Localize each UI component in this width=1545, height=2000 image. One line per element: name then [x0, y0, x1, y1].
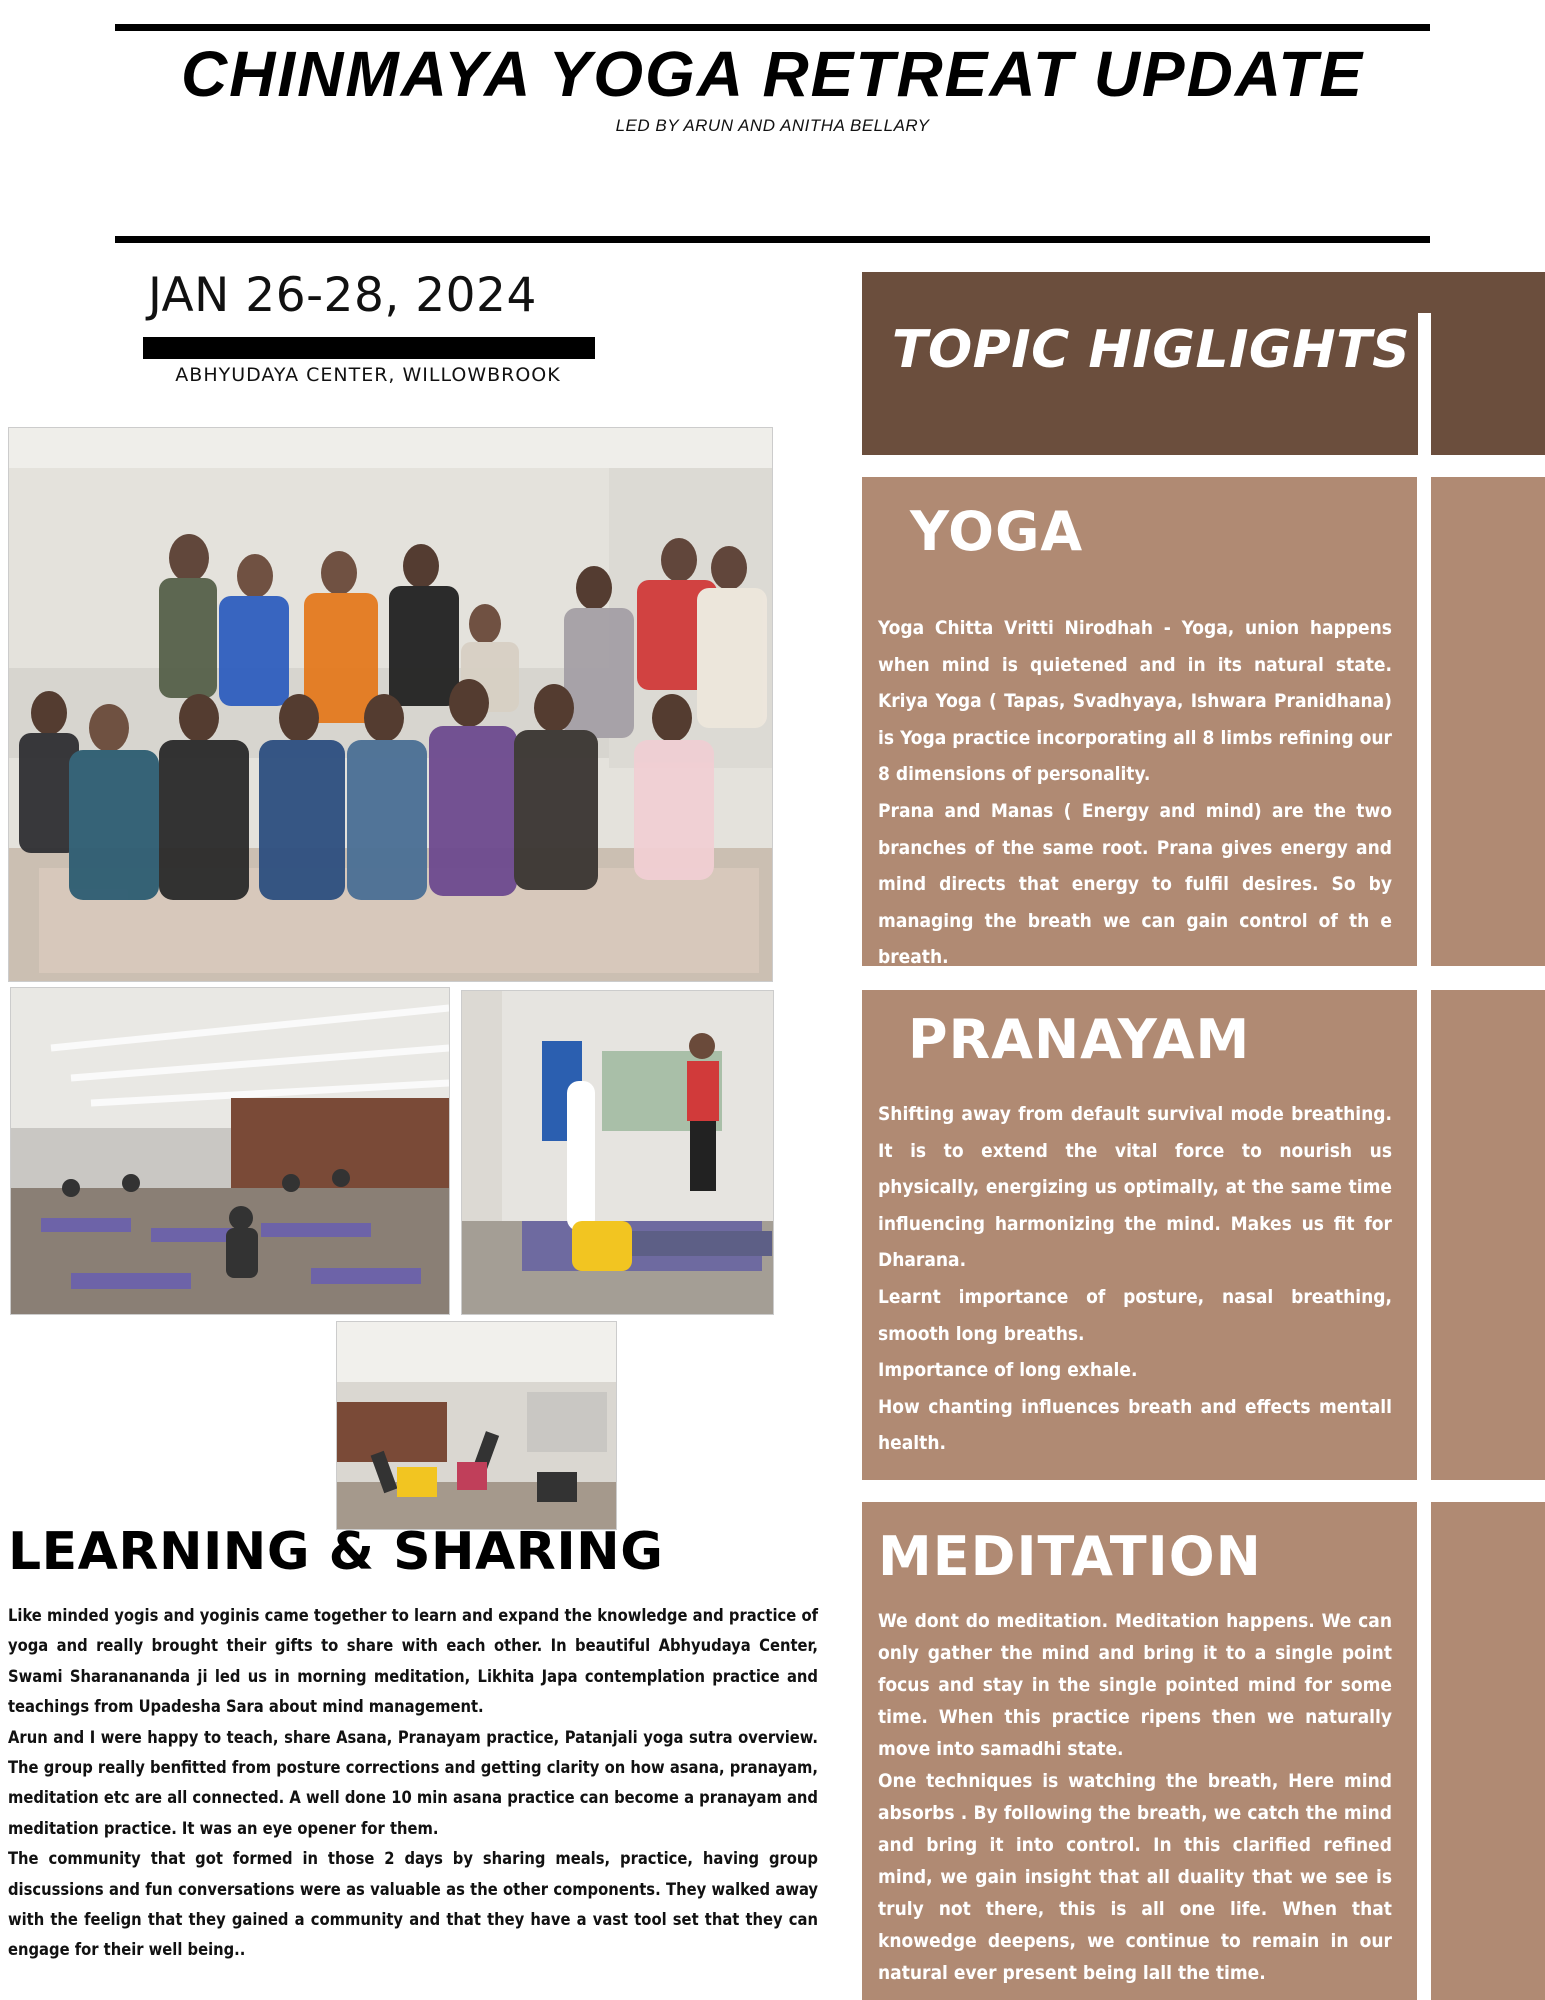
meditation-side-strip	[1431, 1502, 1545, 2000]
pranayam-heading: PRANAYAM	[908, 1008, 1251, 1071]
header-bottom-rule	[115, 236, 1430, 243]
pranayam-paragraph: Learnt importance of posture, nasal breathing, smooth long breaths.	[878, 1285, 1392, 1345]
topic-header-divider	[1418, 313, 1431, 455]
pranayam-paragraph: Shifting away from default survival mode breathing. It is to extend the vital force to nourish us physically, energizing us optimally, at the same time influencing harmonizing the mind. Makes us fit for Dharana.	[878, 1103, 1392, 1272]
pranayam-paragraph: Importance of long exhale.	[878, 1359, 1138, 1382]
learning-paragraph: Arun and I were happy to teach, share Asana, Pranayam practice, Patanjali yoga sutra overview. The group really benfitted from posture corrections and getting clarity on how asana, pranayam, meditation etc are all connected. A well done 10 min asana practice can become a pranayam and meditation practice. It was an eye opener for them.	[8, 1727, 818, 1838]
yoga-side-strip	[1431, 477, 1545, 966]
yoga-paragraph: Yoga Chitta Vritti Nirodhah - Yoga, union happens when mind is quietened and in its natural state. Kriya Yoga ( Tapas, Svadhyaya, Ishwara Pranidhana) is Yoga practice incorporating all 8 limbs refining our 8 dimensions of personality.	[878, 617, 1392, 786]
group-photo	[8, 427, 773, 982]
pranayam-side-strip	[1431, 990, 1545, 1480]
top-rule	[115, 24, 1430, 31]
yoga-body	[878, 610, 1392, 976]
yoga-class-photo-1	[10, 987, 450, 1315]
meditation-heading: MEDITATION	[878, 1525, 1262, 1588]
yoga-paragraph: Prana and Manas ( Energy and mind) are the two branches of the same root. Prana gives energy and mind directs that energy to fulfil desires. So by managing the breath we can gain control of th e breath.	[878, 799, 1392, 969]
learning-heading: LEARNING & SHARING	[8, 1522, 664, 1582]
meditation-body	[878, 1605, 1392, 1989]
pranayam-paragraph: How chanting influences breath and effects mentall health.	[878, 1395, 1392, 1455]
topic-highlights-title: TOPIC HIGLIGHTS	[892, 320, 1411, 380]
yoga-class-photo-2	[461, 990, 774, 1315]
date-underline-bar	[143, 337, 595, 359]
newsletter-title: CHINMAYA YOGA RETREAT UPDATE	[180, 38, 1365, 110]
learning-body	[8, 1601, 818, 1966]
learning-paragraph: Like minded yogis and yoginis came together to learn and expand the knowledge and practice of yoga and really brought their gifts to share with each other. In beautiful Abhyudaya Center, Swami Sharanananda ji led us in morning meditation, Likhita Japa contemplation practice and teachings from Upadesha Sara about mind management.	[8, 1606, 818, 1717]
meditation-paragraph: One techniques is watching the breath, Here mind absorbs . By following the breath, we catch the mind and bring it into control. In this clarified refined mind, we gain insight that all duality that we see is truly not there, this is all one life. When that knowedge deepens, we continue to remain in our natural ever present being lall the time.	[878, 1770, 1392, 1984]
newsletter-subtitle: LED BY ARUN AND ANITHA BELLARY	[615, 116, 930, 135]
yoga-class-photo-3	[336, 1321, 617, 1530]
pranayam-body	[878, 1096, 1392, 1462]
event-date: JAN 26-28, 2024	[148, 268, 537, 323]
meditation-paragraph: We dont do meditation. Meditation happens. We can only gather the mind and bring it to a single point focus and stay in the single pointed mind for some time. When this practice ripens then we naturally move into samadhi state.	[878, 1610, 1392, 1760]
learning-paragraph: The community that got formed in those 2 days by sharing meals, practice, having group discussions and fun conversations were as valuable as the other components. They walked away with the feelign that they gained a community and that they have a vast tool set that they can engage for their well being..	[8, 1849, 818, 1960]
yoga-heading: YOGA	[910, 500, 1084, 563]
event-location: ABHYUDAYA CENTER, WILLOWBROOK	[175, 364, 561, 386]
